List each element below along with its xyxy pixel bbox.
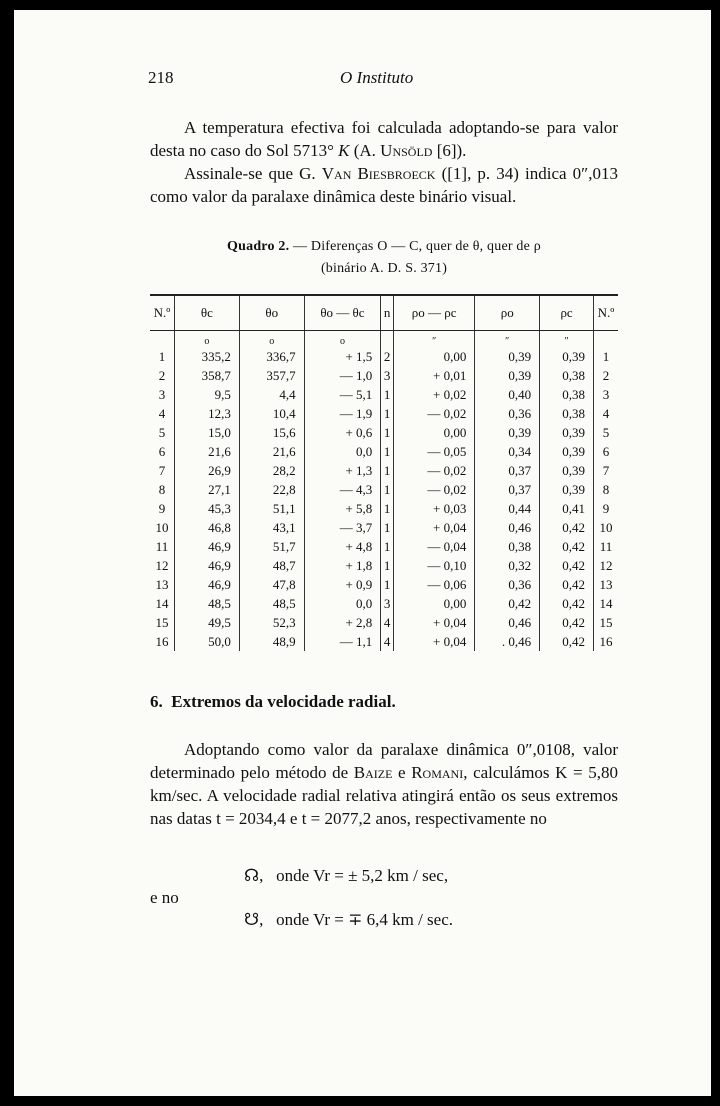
table-cell: 4 [381, 632, 394, 651]
table-cell: 10,4 [239, 404, 304, 423]
caption-text: — Diferenças O — C, quer de θ, quer de ρ [289, 239, 541, 254]
table-cell: 0,32 [475, 556, 540, 575]
equation-text: onde Vr = ± 5,2 km / sec, [276, 866, 449, 885]
table-cell: 46,9 [175, 556, 240, 575]
table-cell: — 0,10 [393, 556, 474, 575]
running-title: O Instituto [340, 68, 414, 87]
table-cell: — 1,9 [304, 404, 381, 423]
table-cell: 9 [594, 499, 619, 518]
column-header: N.º [594, 296, 619, 331]
table-cell: 0,39 [475, 366, 540, 385]
table-cell: 51,1 [239, 499, 304, 518]
table-cell: 3 [381, 594, 394, 613]
table-cell: 0,38 [540, 366, 594, 385]
table-cell: 0,38 [475, 537, 540, 556]
table-row [150, 366, 618, 385]
table-row [150, 594, 618, 613]
table-cell: 6 [158, 443, 166, 459]
table-cell: 0,41 [540, 499, 594, 518]
table-cell: 3 [381, 366, 394, 385]
author-name: Romani [411, 763, 464, 782]
caption-label: Quadro 2. [227, 239, 290, 254]
table-cell: 0,39 [475, 347, 540, 366]
table-caption [150, 236, 618, 280]
table-cell: 358,7 [175, 366, 240, 385]
intro-text: A temperatura efectiva foi calculada adoptando-se para valor desta no caso do Sol 5713° [150, 118, 618, 160]
column-header: θc [175, 296, 240, 331]
table-row [150, 575, 618, 594]
table-cell: + 0,01 [393, 366, 474, 385]
table-cell: 52,3 [239, 613, 304, 632]
table-cell: 4 [381, 613, 394, 632]
table-cell: 16 [594, 632, 619, 651]
table-cell: 0,0 [304, 442, 381, 461]
table-cell: — 0,02 [393, 461, 474, 480]
page-number: 218 [148, 68, 174, 87]
table-cell: 0,42 [540, 556, 594, 575]
table-cell: + 2,8 [304, 613, 381, 632]
table-cell: 15 [594, 613, 619, 632]
unit-cell: ″ [475, 331, 540, 348]
conjunction-text: e no [150, 888, 179, 907]
table-cell: 15,0 [175, 423, 240, 442]
table-cell: 48,9 [239, 632, 304, 651]
table-cell: 0,34 [475, 442, 540, 461]
table-cell: — 1,1 [304, 632, 381, 651]
table-cell: 0,39 [540, 423, 594, 442]
table-cell: 21,6 [239, 442, 304, 461]
section-heading [150, 692, 396, 712]
table-cell: 12,3 [175, 404, 240, 423]
body-text: Adoptando como valor da paralaxe dinâmica 0″,0108, valor determinado pelo método de [150, 740, 618, 782]
table-cell: 0,42 [540, 613, 594, 632]
column-header: ρo [475, 296, 540, 331]
body-paragraph [150, 738, 618, 830]
table-cell: 1 [381, 518, 394, 537]
table-cell: 11 [594, 537, 619, 556]
unit-cell: o [239, 331, 304, 348]
table-cell: 14 [155, 595, 169, 611]
table-cell: 1 [381, 404, 394, 423]
table-cell: 0,42 [540, 518, 594, 537]
intro-text: ([1], p. 34) indica 0″,013 como valor da paralaxe dinâmica deste binário visual. [150, 164, 619, 206]
table-cell: 43,1 [239, 518, 304, 537]
table-cell: 0,38 [540, 404, 594, 423]
table-cell: 1 [381, 385, 394, 404]
table-cell: 2 [594, 366, 619, 385]
table-cell: 0,00 [393, 347, 474, 366]
units-row [150, 331, 618, 348]
table-cell: 2 [381, 347, 394, 366]
author-name: Unsöld [380, 141, 433, 160]
intro-paragraph-1 [150, 116, 618, 162]
unit-cell [594, 331, 619, 348]
ascending-node-icon: ☊, [244, 866, 264, 885]
table-cell: 0,38 [540, 385, 594, 404]
table-cell: 0,39 [540, 461, 594, 480]
table-cell: 1 [381, 461, 394, 480]
table-cell: + 0,02 [393, 385, 474, 404]
section-number: 6. [150, 692, 163, 711]
unit-cell [150, 331, 175, 348]
table-row [150, 632, 618, 651]
table-cell: 28,2 [239, 461, 304, 480]
table-cell: 3 [158, 386, 166, 402]
table-cell: 12 [594, 556, 619, 575]
table-row [150, 518, 618, 537]
column-header: N.º [150, 296, 175, 331]
table-cell: 10 [594, 518, 619, 537]
table-cell: 50,0 [175, 632, 240, 651]
table-cell: 1 [381, 442, 394, 461]
caption-subtitle: (binário A. D. S. 371) [320, 261, 448, 276]
table-cell: 335,2 [175, 347, 240, 366]
unit-cell: o [304, 331, 381, 348]
unit-cell: o [175, 331, 240, 348]
table-cell: 51,7 [239, 537, 304, 556]
table-cell: 21,6 [175, 442, 240, 461]
table-row [150, 556, 618, 575]
table-cell: + 1,5 [304, 347, 381, 366]
table-cell: 3 [594, 385, 619, 404]
table-cell: 5 [594, 423, 619, 442]
table-row [150, 385, 618, 404]
table-cell: 1 [381, 575, 394, 594]
table-cell: 0,37 [475, 461, 540, 480]
table-cell: 0,46 [475, 613, 540, 632]
column-header: n [381, 296, 394, 331]
table-row [150, 480, 618, 499]
table-cell: — 3,7 [304, 518, 381, 537]
table-cell: 0,36 [475, 575, 540, 594]
table-cell: 0,39 [540, 442, 594, 461]
intro-text: (A. [349, 141, 381, 160]
table-row [150, 537, 618, 556]
table-cell: — 0,02 [393, 404, 474, 423]
table-cell: 9 [158, 500, 166, 516]
kelvin-symbol: K [338, 141, 350, 160]
table-cell: 11 [155, 538, 169, 554]
table-cell: 1 [381, 556, 394, 575]
table-cell: 0,0 [304, 594, 381, 613]
table-cell: 15,6 [239, 423, 304, 442]
unit-cell: ″ [393, 331, 474, 348]
data-table [150, 294, 618, 651]
table-cell: 0,40 [475, 385, 540, 404]
table-cell: 27,1 [175, 480, 240, 499]
table-header-row [150, 296, 618, 331]
table-cell: 4 [158, 405, 166, 421]
table-cell: 0,39 [540, 347, 594, 366]
table-cell: 13 [594, 575, 619, 594]
table-cell: 0,39 [540, 480, 594, 499]
table-cell: 47,8 [239, 575, 304, 594]
column-header: θo — θc [304, 296, 381, 331]
table-cell: 10 [155, 519, 169, 535]
table-cell: + 1,8 [304, 556, 381, 575]
table-row [150, 613, 618, 632]
table-cell: 0,37 [475, 480, 540, 499]
equation-text: onde Vr = ∓ 6,4 km / sec. [276, 910, 453, 929]
equation-ascending-node [244, 866, 448, 886]
table-cell: + 0,9 [304, 575, 381, 594]
table-cell: 1 [381, 537, 394, 556]
table-cell: 336,7 [239, 347, 304, 366]
table-cell: + 0,04 [393, 518, 474, 537]
table-cell: + 0,03 [393, 499, 474, 518]
table-cell: 9,5 [175, 385, 240, 404]
table-row [150, 423, 618, 442]
table-cell: . 0,46 [475, 632, 540, 651]
table-cell: 1 [381, 423, 394, 442]
table-cell: 0,42 [540, 594, 594, 613]
table-cell: 0,42 [540, 632, 594, 651]
table-cell: + 0,04 [393, 613, 474, 632]
table-cell: — 0,02 [393, 480, 474, 499]
table-cell: + 1,3 [304, 461, 381, 480]
table-cell: 4,4 [239, 385, 304, 404]
table-cell: 5 [158, 424, 166, 440]
table-cell: 0,00 [393, 594, 474, 613]
table-cell: 8 [158, 481, 166, 497]
table-cell: 22,8 [239, 480, 304, 499]
table-cell: 13 [155, 576, 169, 592]
table-cell: 49,5 [175, 613, 240, 632]
table-cell: 0,39 [475, 423, 540, 442]
body-text: e [392, 763, 412, 782]
table-cell: 48,7 [239, 556, 304, 575]
author-name: Baize [353, 763, 393, 782]
table-cell: 1 [594, 347, 619, 366]
section-title: Extremos da velocidade radial. [171, 692, 396, 711]
table-row [150, 442, 618, 461]
table-cell: 15 [155, 614, 169, 630]
table-cell: 357,7 [239, 366, 304, 385]
table-row [150, 499, 618, 518]
body-text: , calculámos K = 5,80 km/sec. A velocidade radial relativa atingirá então os seus extremos nas datas t = 2034,4 e t = 2077,2 anos, respectivamente no [150, 763, 618, 828]
table-cell: 46,9 [175, 575, 240, 594]
table-cell: 45,3 [175, 499, 240, 518]
table-cell: 0,36 [475, 404, 540, 423]
table-cell: — 0,05 [393, 442, 474, 461]
table-cell: — 4,3 [304, 480, 381, 499]
table-cell: 46,8 [175, 518, 240, 537]
table-cell: — 1,0 [304, 366, 381, 385]
table-cell: 12 [155, 557, 169, 573]
table-cell: 2 [158, 367, 166, 383]
intro-text: [6]). [432, 141, 467, 160]
table-cell: 48,5 [239, 594, 304, 613]
table-cell: 0,44 [475, 499, 540, 518]
table-cell: — 5,1 [304, 385, 381, 404]
table-cell: 1 [158, 348, 166, 364]
table-cell: 8 [594, 480, 619, 499]
table-cell: 16 [155, 633, 169, 649]
table-row [150, 404, 618, 423]
table-cell: 4 [594, 404, 619, 423]
column-header: θo [239, 296, 304, 331]
column-header: ρc [540, 296, 594, 331]
table-cell: + 5,8 [304, 499, 381, 518]
table-cell: 48,5 [175, 594, 240, 613]
table-cell: 26,9 [175, 461, 240, 480]
table-cell: 0,00 [393, 423, 474, 442]
table-cell: 1 [381, 480, 394, 499]
unit-cell: ″ [540, 331, 594, 348]
intro-paragraph-2 [150, 162, 618, 208]
table-cell: + 0,04 [393, 632, 474, 651]
table-cell: 14 [594, 594, 619, 613]
table-cell: 7 [158, 462, 166, 478]
table-cell: — 0,04 [393, 537, 474, 556]
table-cell: 1 [381, 499, 394, 518]
column-header: ρo — ρc [393, 296, 474, 331]
table-row [150, 461, 618, 480]
table-cell: — 0,06 [393, 575, 474, 594]
table-cell: 0,42 [475, 594, 540, 613]
table-cell: + 0,6 [304, 423, 381, 442]
intro-text: Assinale-se que G. [184, 164, 322, 183]
unit-cell [381, 331, 394, 348]
table-row [150, 347, 618, 366]
table-cell: 7 [594, 461, 619, 480]
author-name: Van Biesbroeck [321, 164, 436, 183]
table-cell: 0,42 [540, 537, 594, 556]
table-cell: 46,9 [175, 537, 240, 556]
table-cell: 0,46 [475, 518, 540, 537]
equation-descending-node [244, 910, 453, 930]
table-cell: + 4,8 [304, 537, 381, 556]
table-cell: 6 [594, 442, 619, 461]
table-cell: 0,42 [540, 575, 594, 594]
descending-node-icon: ☋, [244, 910, 264, 929]
